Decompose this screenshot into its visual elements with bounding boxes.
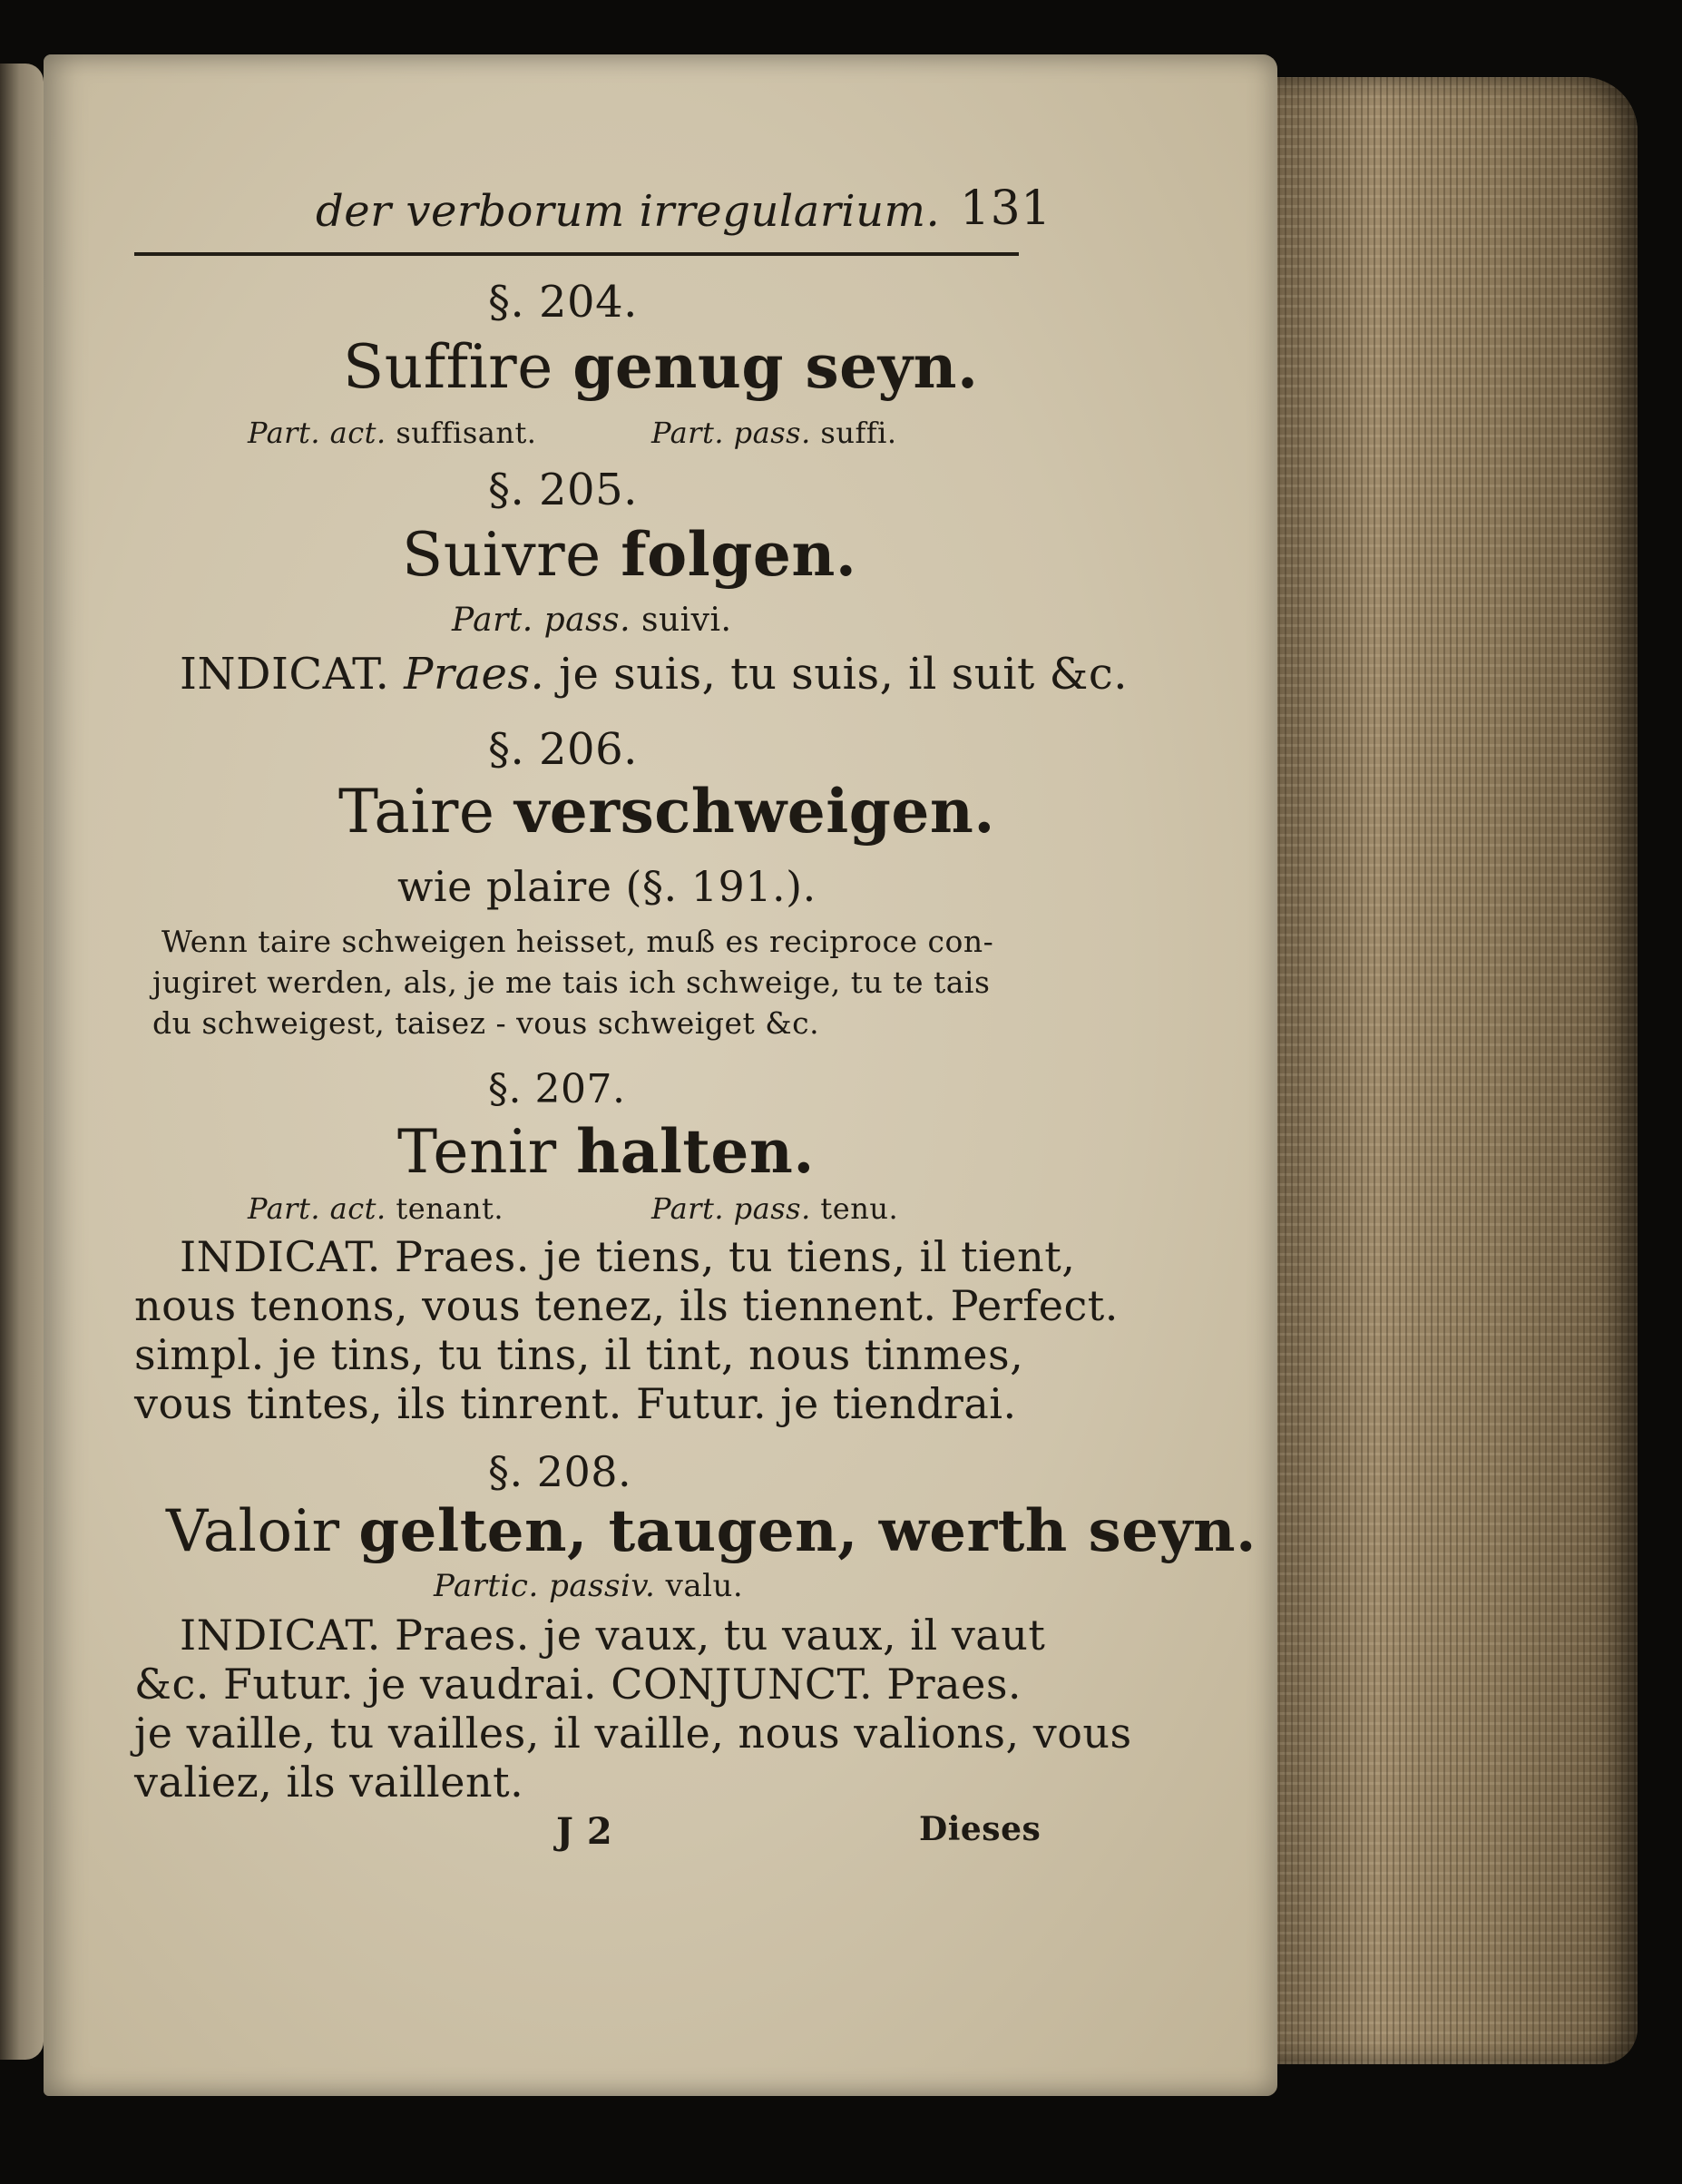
left-page-edge (0, 64, 44, 2060)
value: valu. (665, 1568, 744, 1604)
label: Part. pass. (651, 416, 811, 450)
participle-208 (434, 1568, 743, 1604)
gloss: genug seyn. (572, 331, 979, 402)
section-number-205: §. 205. (488, 465, 638, 515)
text-line-208-2: &c. Futur. je vaudrai. CONJUNCT. Praes. (134, 1660, 1022, 1709)
running-head: der verborum irregularium. (316, 186, 941, 237)
headword-suivre (402, 519, 856, 590)
section-number-204: §. 204. (488, 277, 638, 328)
headword: Taire (338, 777, 495, 847)
section-number-206: §. 206. (488, 724, 638, 775)
participle-205 (452, 602, 731, 639)
participle-act-204 (248, 416, 536, 450)
text-line-208-4: valiez, ils vaillent. (134, 1758, 524, 1807)
mood: INDICAT. (180, 649, 390, 700)
text-line-207-3: simpl. je tins, tu tins, il tint, nous tinmes, (134, 1330, 1024, 1379)
participle-act-207 (248, 1191, 504, 1226)
label: Part. act. (248, 1191, 386, 1226)
value: tenu. (820, 1191, 899, 1226)
participle-pass-204 (651, 416, 897, 450)
catchword: Dieses (919, 1810, 1041, 1848)
text-line-207-2: nous tenons, vous tenez, ils tiennent. Perfect. (134, 1281, 1119, 1330)
label: Part. act. (248, 416, 386, 450)
label: Part. pass. (651, 1191, 811, 1226)
book-page (44, 54, 1277, 2096)
participle-pass-207 (651, 1191, 898, 1226)
tense: Praes. (404, 649, 545, 700)
value: tenant. (396, 1191, 504, 1226)
headword: Suffire (343, 332, 553, 402)
indicative-205 (180, 649, 1128, 700)
value: suivi. (641, 602, 732, 639)
header-rule (134, 252, 1019, 256)
value: suffisant. (396, 416, 537, 450)
text-line-208-1: INDICAT. Praes. je vaux, tu vaux, il vaut (180, 1611, 1046, 1660)
section-number-207: §. 207. (488, 1066, 626, 1112)
value: suffi. (820, 416, 897, 450)
label: Part. pass. (452, 602, 631, 639)
headword-valoir (166, 1497, 1257, 1565)
headword: Suivre (402, 520, 601, 590)
note-line-1: Wenn taire schweigen heisset, muß es reciproce con- (161, 924, 994, 959)
book-fore-edge (1266, 77, 1638, 2064)
forms: je suis, tu suis, il suit &c. (559, 649, 1128, 700)
gloss: verschweigen. (513, 776, 995, 847)
section-number-208: §. 208. (488, 1447, 632, 1496)
text-line-208-3: je vaille, tu vailles, il vaille, nous valions, vous (134, 1709, 1132, 1758)
gloss: halten. (576, 1116, 815, 1187)
headword: Tenir (397, 1117, 557, 1187)
signature-mark: J 2 (556, 1810, 613, 1853)
label: Partic. passiv. (434, 1568, 656, 1604)
reference-206: wie plaire (§. 191.). (397, 862, 817, 911)
note-line-2: jugiret werden, als, je me tais ich schweige, tu te tais (152, 965, 991, 1000)
headword-suffire (343, 331, 978, 402)
text-line-207-4: vous tintes, ils tinrent. Futur. je tiendrai. (134, 1379, 1017, 1428)
headword-tenir (397, 1116, 815, 1187)
text-line-207-1: INDICAT. Praes. je tiens, tu tiens, il tient, (180, 1232, 1076, 1281)
headword: Valoir (166, 1498, 340, 1565)
gloss: gelten, taugen, werth seyn. (358, 1497, 1257, 1565)
note-line-3: du schweigest, taisez - vous schweiget &c. (152, 1005, 820, 1041)
page-number: 131 (960, 181, 1051, 236)
gloss: folgen. (621, 519, 857, 590)
headword-taire (338, 776, 995, 847)
